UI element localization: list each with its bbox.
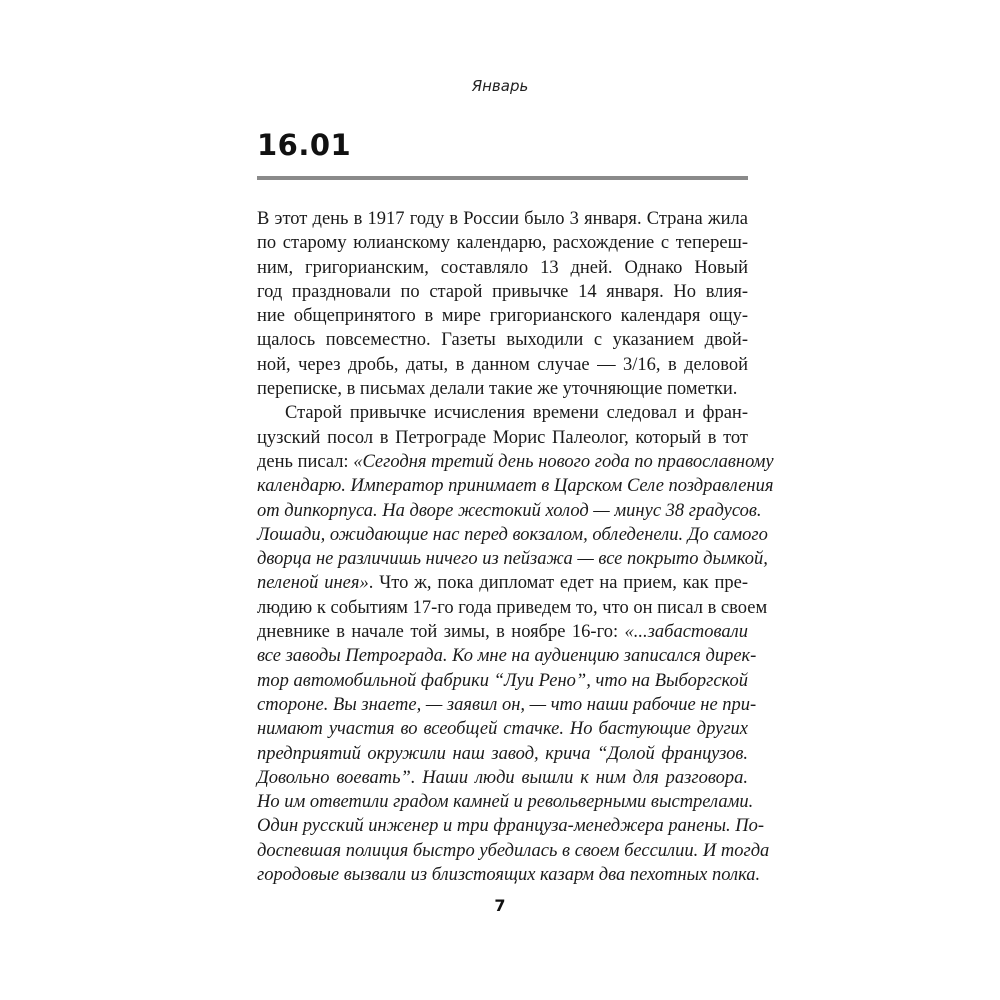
text-line: по старому юлианскому календарю, расхождение с тепереш-	[257, 233, 748, 254]
text-line: переписке, в письмах делали такие же уточняющие пометки.	[257, 379, 738, 400]
quote-line: дворца не различишь ничего из пейзажа — все покрыто дымкой,	[257, 549, 768, 570]
quote-line: городовые вызвали из близстоящих казарм два пехотных полка.	[257, 865, 761, 886]
quote-run: пеленой инея»	[257, 573, 369, 594]
quote-line: Лошади, ожидающие нас перед вокзалом, обледенели. До самого	[257, 524, 768, 545]
body-text	[257, 207, 774, 887]
quote-line: Довольно воевать”. Наши люди вышли к ним для разговора.	[257, 767, 748, 788]
page-number: 7	[494, 896, 506, 915]
text-line	[257, 571, 748, 595]
quote-line: стороне. Вы знаете, — заявил он, — что наши рабочие не при-	[257, 694, 757, 715]
text-line: ной, через дробь, даты, в данном случае — 3/16, в деловой	[257, 354, 748, 375]
quote-line: Один русский инженер и три француза-менеджера ранены. По-	[257, 816, 765, 837]
quote-line: от дипкорпуса. На дворе жестокий холод — минус 38 градусов.	[257, 500, 762, 521]
quote-run: «Сегодня третий день нового года по православному	[353, 451, 774, 472]
quote-line: Но им ответили градом камней и револьверными выстрелами.	[257, 792, 754, 813]
text-line	[257, 450, 774, 474]
text-line: людию к событиям 17-го года приведем то, что он писал в своем	[257, 597, 768, 618]
text-line: год праздновали по старой привычке 14 января. Но влия-	[257, 281, 748, 302]
text-line: щалось повсеместно. Газеты выходили с указанием двой-	[257, 330, 748, 351]
running-head: Январь	[471, 77, 529, 95]
text-line: ним, григорианским, составляло 13 дней. Однако Новый	[257, 257, 748, 278]
quote-line: нимают участия во всеобщей стачке. Но бастующие других	[257, 719, 748, 740]
quote-line: тор автомобильной фабрики “Луи Рено”, что на Выборгской	[257, 670, 748, 691]
heading-rule	[257, 176, 748, 180]
quote-run: «...забастовали	[624, 622, 748, 643]
quote-line: все заводы Петрограда. Ко мне на аудиенцию записался дирек-	[257, 646, 757, 667]
quote-line: календарю. Император принимает в Царском Селе поздравления	[257, 476, 774, 497]
quote-line: предприятий окружили наш завод, крича “Долой французов.	[257, 743, 748, 764]
text-line: Старой привычке исчисления времени следовал и фран-	[285, 403, 748, 424]
text-line	[257, 620, 748, 644]
quote-line: доспевшая полиция быстро убедилась в своем бессилии. И тогда	[257, 840, 770, 861]
text-run: . Что ж, пока дипломат едет на прием, как пре-	[368, 573, 748, 594]
text-run: дневнике в начале той зимы, в ноябре 16-го:	[257, 622, 625, 643]
section-date-heading: 16.01	[257, 128, 352, 162]
text-line: ние общепринятого в мире григорианского календаря ощу-	[257, 306, 748, 327]
text-line: цузский посол в Петрограде Морис Палеолог, который в тот	[257, 427, 748, 448]
text-run: день писал:	[257, 451, 354, 472]
text-line: В этот день в 1917 году в России было 3 января. Страна жила	[257, 209, 748, 229]
